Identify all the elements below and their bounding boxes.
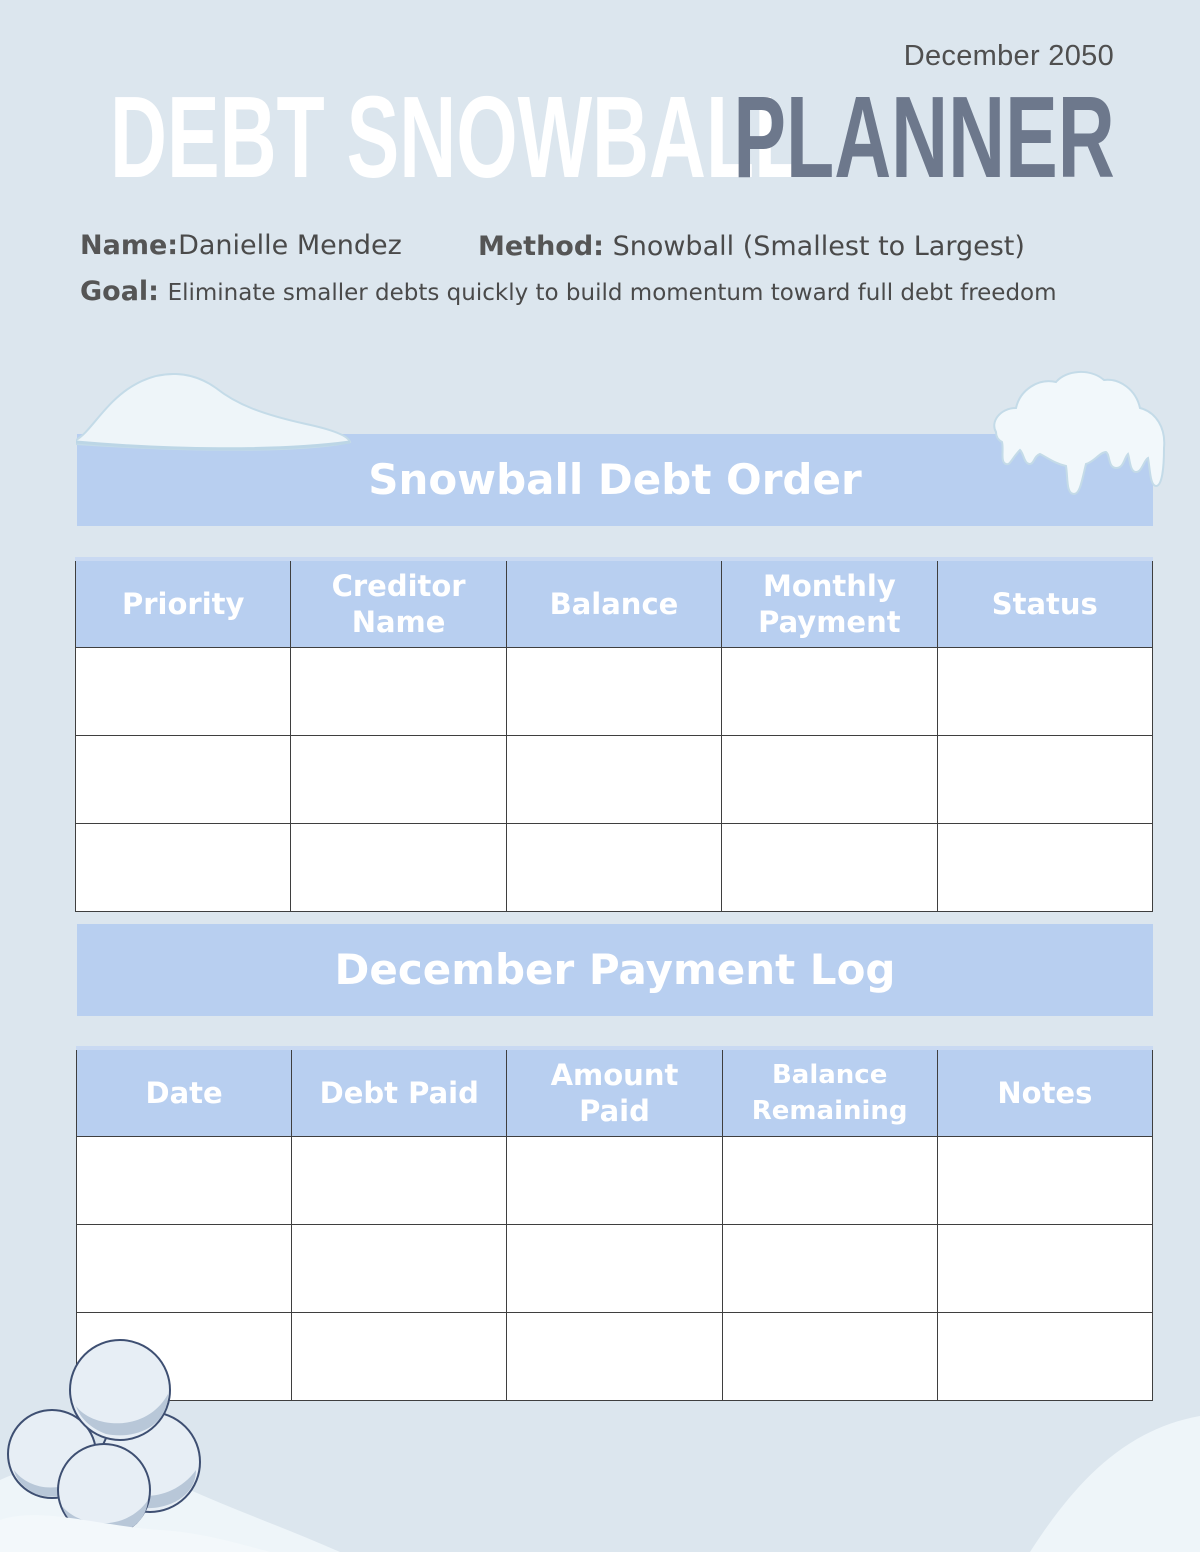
table-header-row <box>76 559 1153 648</box>
title-part-dark: PLANNER <box>733 72 1115 202</box>
table-cell[interactable] <box>76 648 291 736</box>
goal-value: Eliminate smaller debts quickly to build momentum toward full debt freedom <box>167 280 1057 306</box>
goal-line <box>80 276 1057 307</box>
table-row <box>77 1137 1153 1225</box>
table-cell[interactable] <box>507 1225 722 1313</box>
table-cell[interactable] <box>292 1137 507 1225</box>
method-label: Method: <box>478 231 604 262</box>
table-cell[interactable] <box>291 648 506 736</box>
document-date: December 2050 <box>903 40 1114 72</box>
name-line <box>80 230 402 261</box>
table-cell[interactable] <box>506 736 721 824</box>
table-cell[interactable] <box>506 824 721 912</box>
name-label: Name: <box>80 230 179 261</box>
table-cell[interactable] <box>506 648 721 736</box>
snowball-pile-icon <box>0 1330 1200 1552</box>
table-row <box>76 824 1153 912</box>
section-banner-debt-order: Snowball Debt Order <box>77 434 1153 526</box>
column-header: Priority <box>76 559 291 648</box>
table-cell[interactable] <box>722 648 937 736</box>
table-cell[interactable] <box>937 736 1152 824</box>
snow-drift-icon <box>76 370 356 460</box>
name-value: Danielle Mendez <box>178 230 402 261</box>
column-header: Date <box>77 1048 292 1137</box>
column-header: Balance <box>506 559 721 648</box>
column-header: Balance Remaining <box>722 1048 937 1137</box>
table-header-row <box>77 1048 1153 1137</box>
table-cell[interactable] <box>722 1225 937 1313</box>
table-cell[interactable] <box>937 824 1152 912</box>
debt-order-table <box>75 557 1153 912</box>
column-header: Debt Paid <box>292 1048 507 1137</box>
table-cell[interactable] <box>937 1137 1152 1225</box>
method-line <box>478 231 1025 262</box>
table-cell[interactable] <box>292 1225 507 1313</box>
column-header: Creditor Name <box>291 559 506 648</box>
table-cell[interactable] <box>937 648 1152 736</box>
column-header: Amount Paid <box>507 1048 722 1137</box>
column-header: Monthly Payment <box>722 559 937 648</box>
table-cell[interactable] <box>291 736 506 824</box>
table-cell[interactable] <box>76 824 291 912</box>
table-cell[interactable] <box>507 1137 722 1225</box>
section-banner-payment-log: December Payment Log <box>77 924 1153 1016</box>
table-cell[interactable] <box>77 1225 292 1313</box>
title-part-light: DEBT SNOWBALL <box>110 72 803 202</box>
table-cell[interactable] <box>77 1137 292 1225</box>
column-header: Notes <box>937 1048 1152 1137</box>
method-value: Snowball (Smallest to Largest) <box>612 231 1025 262</box>
goal-label: Goal: <box>80 276 159 307</box>
table-row <box>76 736 1153 824</box>
column-header: Status <box>937 559 1152 648</box>
table-cell[interactable] <box>722 824 937 912</box>
table-cell[interactable] <box>291 824 506 912</box>
table-row <box>76 648 1153 736</box>
table-cell[interactable] <box>722 736 937 824</box>
document-title <box>110 72 1115 202</box>
table-row <box>77 1225 1153 1313</box>
table-cell[interactable] <box>722 1137 937 1225</box>
snow-cap-icon <box>990 368 1170 498</box>
table-cell[interactable] <box>937 1225 1152 1313</box>
table-cell[interactable] <box>76 736 291 824</box>
